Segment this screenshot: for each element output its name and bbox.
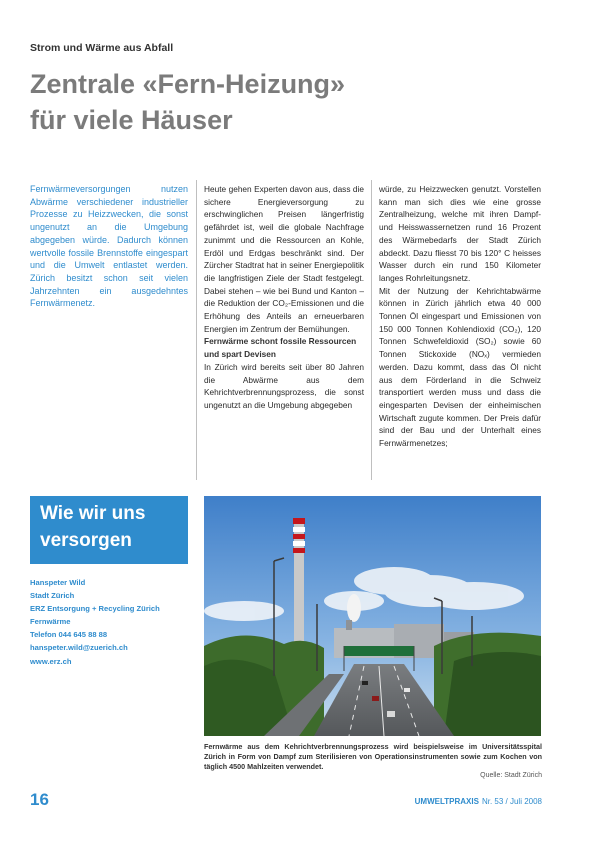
series-title-line-1: Wie wir uns: [40, 503, 146, 524]
issue-info: Nr. 53 / Juli 2008: [481, 797, 542, 806]
headline-line-1: Zentrale «Fern-Heizung»: [30, 69, 346, 99]
contact-name: Hanspeter Wild: [30, 578, 86, 587]
photo-source: Quelle: Stadt Zürich: [480, 772, 542, 779]
magazine-name: UMWELTPRAXIS: [414, 797, 479, 806]
body-paragraph: würde, zu Heizzwecken genutzt. Vorstellen kann man sich dies wie eine grosse Zentralheizung, welche mit ihren Dampf- und Heisswassernetzen rund 16 Prozent des Wärmebedarfs der Stadt Zürich abdeckt. Dazu fliesst 70 bis 120° C heisses Wasser durch ein rund 150 Kilometer langes Rohrleitungsnetz.: [379, 184, 541, 283]
contact-organization: Stadt Zürich: [30, 591, 75, 601]
photo-caption: Fernwärme aus dem Kehrichtverbrennungsprozess wird beispielsweise im Universitätsspital Zürich in Form von Dampf zum Sterilisieren von Operationsinstrumenten sowie zum Kochen von täglich 4500 Mahlzeiten verwendet.: [204, 742, 542, 771]
contact-website-link[interactable]: www.erz.ch: [30, 656, 72, 666]
lead-paragraph: Fernwärmeversorgungen nutzen Abwärme verschiedener industrieller Prozesse zu Heizzwecken, die sonst ungenutzt an die Umgebung abgegeben würde. Dadurch können wertvolle fossile Brennstoffe eingespart und die Umwelt entlastet werden. Zürich besitzt schon seit vielen Jahrzehnten ein ausgedehntes Fernwärmenetz.: [30, 184, 188, 309]
series-title-line-2: versorgen: [40, 530, 132, 551]
column-divider: [371, 180, 372, 480]
contact-email-link[interactable]: hanspeter.wild@zuerich.ch: [30, 643, 128, 653]
body-paragraph: Mit der Nutzung der Kehrichtabwärme können in Zürich jährlich etwa 40 000 Tonnen Öl eingespart und Emissionen von 150 000 Tonnen Kohlendioxid (CO₂), 120 Tonnen Schwefeldioxid (SO₂) sowie 60 Tonnen Stickoxide (NOₓ) vermieden werden. Dazu kommt, dass das Öl nicht aus dem Förderland in die Schweiz transportiert werden muss und dass die eingesparten Devisen der einheimischen Wirtschaft zugute kommen. Der Preis dafür sind der Bau und der Unterhalt eines Fernwärmenetzes;: [379, 285, 541, 449]
section-subhead: Fernwärme schont fossile Ressourcen und spart Devisen: [204, 336, 357, 360]
footer: [415, 797, 542, 806]
body-column-3: [379, 183, 541, 450]
contact-unit: Fernwärme: [30, 617, 71, 627]
body-paragraph: In Zürich wird bereits seit über 80 Jahren die Abwärme aus dem Kehrichtverbrennungsprozess, die sonst ungenutzt an die Umgebung abgegeben: [204, 361, 364, 410]
page-number: 16: [30, 790, 49, 809]
contact-block: [30, 576, 160, 668]
headline-line-2: für viele Häuser: [30, 105, 233, 135]
column-divider: [196, 180, 197, 480]
body-paragraph: Heute gehen Experten davon aus, dass die sichere Energieversorgung zu erschwinglichen Preisen längerfristig gefährdet ist, weil die globale Nachfrage zunimmt und die Ressourcen an Kohle, Erdöl und Erdgas beschränkt sind. Der Zürcher Stadtrat hat in seiner Energiepolitik die langfristigen Ziele der Stadt festgelegt. Dabei stehen – wie bei Bund und Kanton – die Reduktion der CO₂-Emissionen und die Erhöhung des Anteils an erneuerbaren Energien im Zentrum der Bemühungen.: [204, 184, 364, 334]
kicker: Strom und Wärme aus Abfall: [30, 42, 174, 54]
incineration-plant-photo: [204, 496, 541, 736]
series-title-box: [30, 496, 188, 564]
page-title: [30, 66, 570, 138]
contact-department: ERZ Entsorgung + Recycling Zürich: [30, 604, 160, 614]
body-column-2: [204, 183, 364, 412]
contact-phone: Telefon 044 645 88 88: [30, 630, 108, 640]
